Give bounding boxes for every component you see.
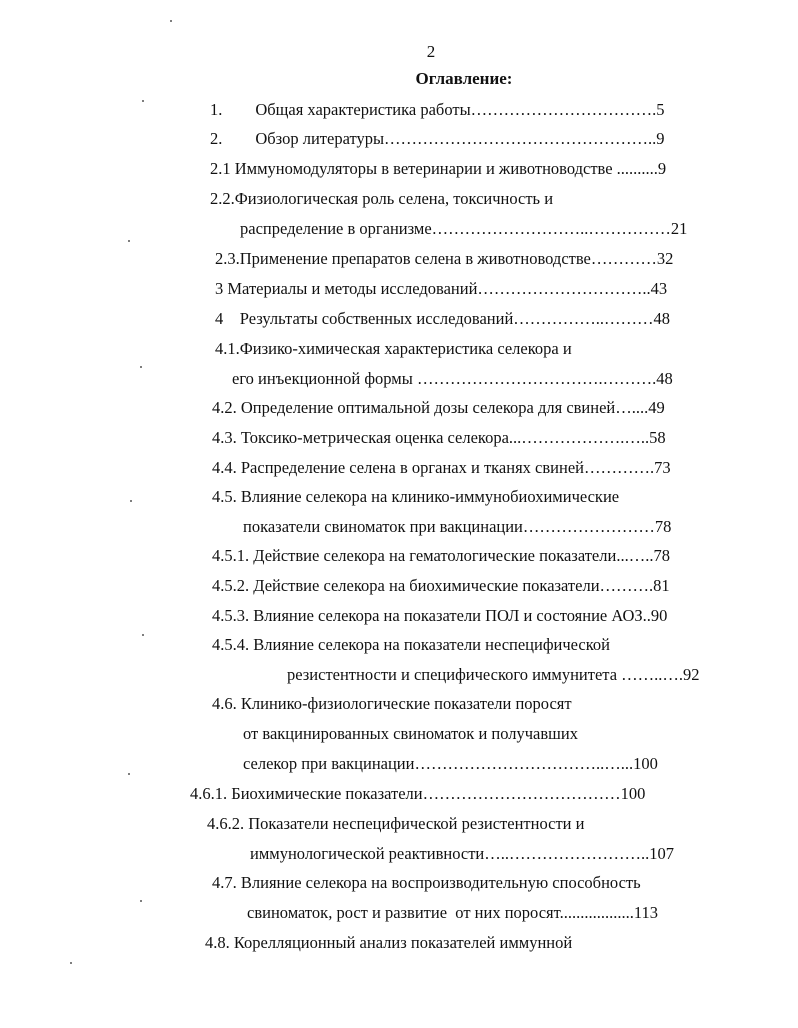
toc-entry-2-1: 2.1 Иммуномодуляторы в ветеринарии и животноводстве ..........9	[210, 159, 667, 178]
toc-entry-4-5-3: 4.5.3. Влияние селекора на показатели ПОЛ и состояние АОЗ..90	[212, 606, 668, 625]
toc-entry-2-2-cont: распределение в организме………………………..……………21	[240, 219, 688, 238]
scan-speck	[170, 20, 172, 22]
toc-entry-4-3: 4.3. Токсико-метрическая оценка селекора...……………….…..58	[212, 428, 666, 447]
toc-entry-4-2: 4.2. Определение оптимальной дозы селекора для свиней…....49	[212, 398, 665, 417]
toc-entry-4-6-2-cont: иммунологической реактивности…..……………………..107	[250, 844, 674, 863]
toc-entry-4-6: 4.6. Клинико-физиологические показатели поросят	[212, 694, 572, 713]
toc-entry-2-3: 2.3.Применение препаратов селена в животноводстве…………32	[215, 249, 674, 268]
toc-title: Оглавление:	[415, 69, 513, 88]
toc-entry-4-7-cont: свиноматок, рост и развитие от них поросят..................113	[247, 903, 658, 922]
toc-entry-4-1-cont: его инъекционной формы …………………………….……….48	[232, 369, 673, 388]
toc-entry-4-5-4-cont: резистентности и специфического иммунитета ……..….92	[287, 665, 700, 684]
scan-speck	[142, 100, 144, 102]
scan-speck	[140, 900, 142, 902]
page-number: 2	[426, 42, 436, 61]
toc-entry-4-5-1: 4.5.1. Действие селекора на гематологические показатели...…..78	[212, 546, 670, 565]
toc-entry-4-7: 4.7. Влияние селекора на воспроизводительную способность	[212, 873, 641, 892]
toc-entry-4-6-2: 4.6.2. Показатели неспецифической резистентности и	[207, 814, 585, 833]
toc-entry-4-8: 4.8. Корелляционный анализ показателей иммунной	[205, 933, 573, 952]
toc-entry-4-1: 4.1.Физико-химическая характеристика селекора и	[215, 339, 572, 358]
toc-entry-2-2: 2.2.Физиологическая роль селена, токсичность и	[210, 189, 554, 208]
toc-entry-4-4: 4.4. Распределение селена в органах и тканях свиней………….73	[212, 458, 671, 477]
toc-entry-2: 2. Обзор литературы…………………………………………..9	[210, 129, 665, 148]
toc-entry-4-5: 4.5. Влияние селекора на клинико-иммунобиохимические	[212, 487, 620, 506]
toc-entry-4-6-cont-2: селекор при вакцинации……………………………..…...100	[243, 754, 658, 773]
scan-speck	[70, 962, 72, 964]
scan-speck	[130, 500, 132, 502]
toc-entry-3: 3 Материалы и методы исследований…………………………..43	[215, 279, 668, 298]
toc-entry-4-5-cont: показатели свиноматок при вакцинации……………………78	[243, 517, 672, 536]
toc-entry-1: 1. Общая характеристика работы…………………………….5	[210, 100, 665, 119]
scan-speck	[128, 240, 130, 242]
scan-speck	[140, 366, 142, 368]
toc-entry-4-5-2: 4.5.2. Действие селекора на биохимические показатели……….81	[212, 576, 670, 595]
toc-entry-4-5-4: 4.5.4. Влияние селекора на показатели неспецифической	[212, 635, 610, 654]
toc-entry-4-6-cont-1: от вакцинированных свиноматок и получавших	[243, 724, 578, 743]
toc-entry-4-6-1: 4.6.1. Биохимические показатели………………………………100	[190, 784, 646, 803]
scan-speck	[142, 634, 144, 636]
scan-speck	[128, 773, 130, 775]
toc-entry-4: 4 Результаты собственных исследований……………..………48	[215, 309, 671, 328]
